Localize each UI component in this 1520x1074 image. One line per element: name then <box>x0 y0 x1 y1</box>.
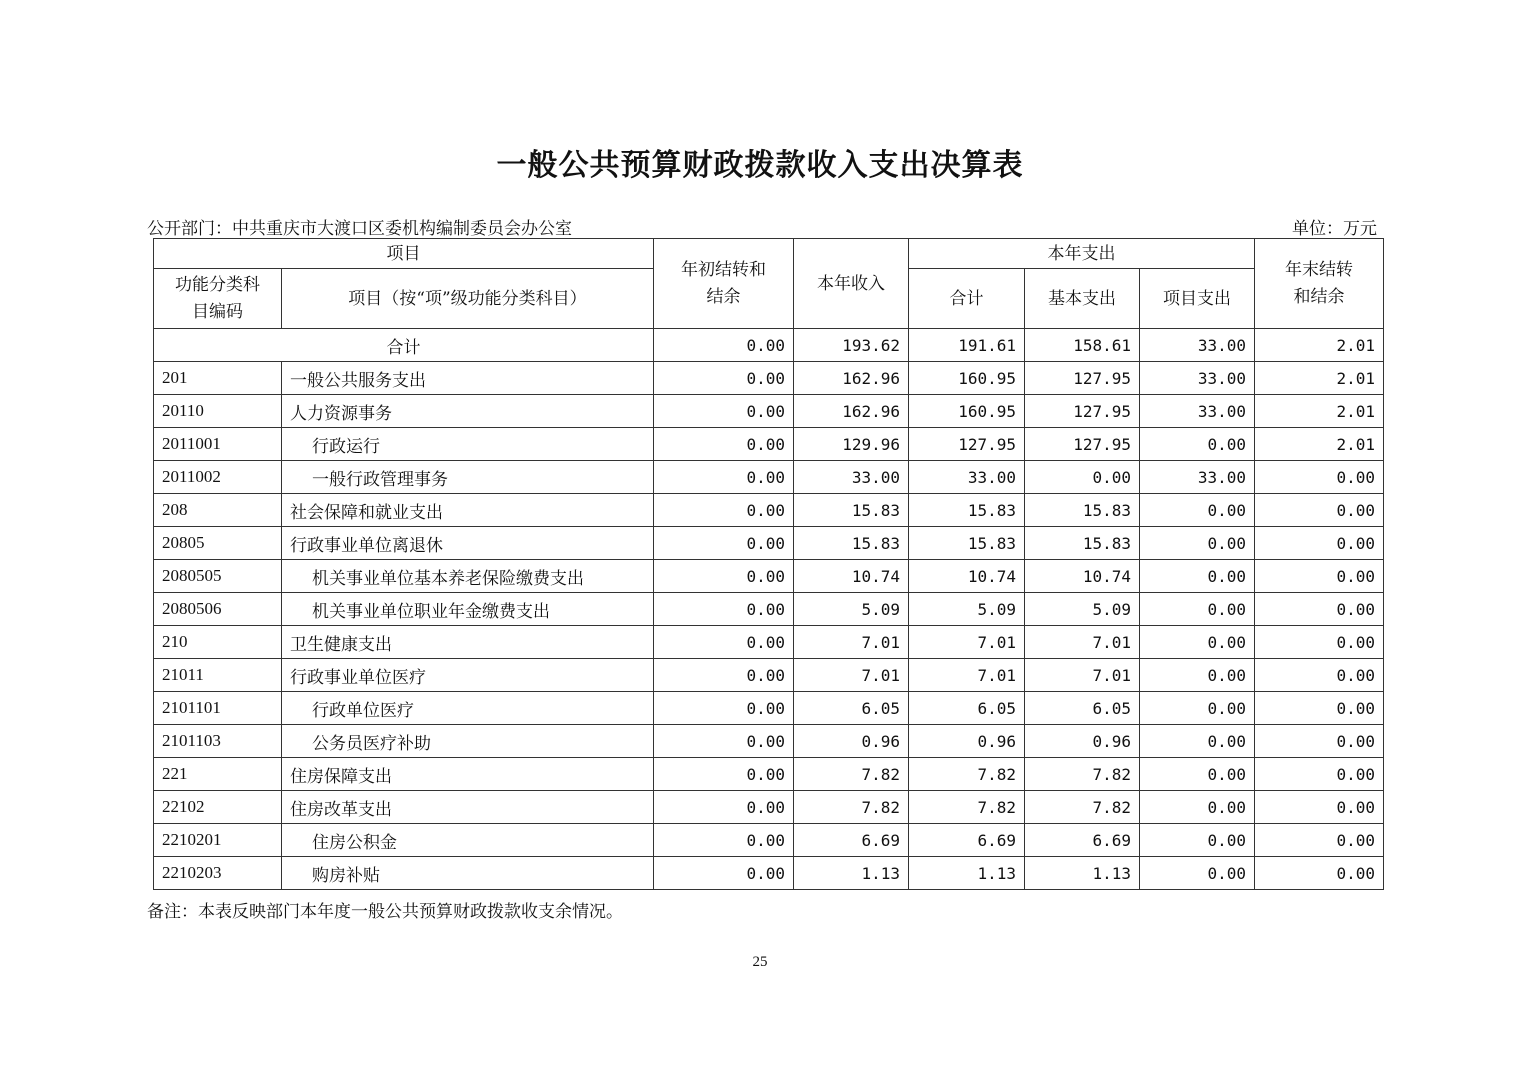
row-exp-project: 0.00 <box>1140 791 1255 824</box>
row-exp-basic: 10.74 <box>1025 560 1140 593</box>
row-code: 2210203 <box>154 857 282 890</box>
row-exp-total: 15.83 <box>909 527 1025 560</box>
total-exp-total: 191.61 <box>909 329 1025 362</box>
row-name: 行政事业单位离退休 <box>282 527 654 560</box>
row-closing-balance: 2.01 <box>1255 362 1384 395</box>
row-code: 2080506 <box>154 593 282 626</box>
table-row <box>154 725 1384 758</box>
row-code: 2080505 <box>154 560 282 593</box>
row-exp-project: 0.00 <box>1140 593 1255 626</box>
row-exp-total: 6.05 <box>909 692 1025 725</box>
row-opening-balance: 0.00 <box>654 659 794 692</box>
row-exp-total: 5.09 <box>909 593 1025 626</box>
table-row <box>154 560 1384 593</box>
row-exp-total: 33.00 <box>909 461 1025 494</box>
row-name: 住房保障支出 <box>282 758 654 791</box>
row-exp-project: 0.00 <box>1140 758 1255 791</box>
row-exp-total: 7.82 <box>909 758 1025 791</box>
row-name: 一般行政管理事务 <box>282 461 654 494</box>
row-exp-total: 6.69 <box>909 824 1025 857</box>
table-row <box>154 494 1384 527</box>
row-opening-balance: 0.00 <box>654 395 794 428</box>
table-body <box>154 329 1384 890</box>
footnote: 备注：本表反映部门本年度一般公共预算财政拨款收支余情况。 <box>147 902 623 922</box>
table-row <box>154 527 1384 560</box>
table-row <box>154 659 1384 692</box>
row-opening-balance: 0.00 <box>654 461 794 494</box>
row-code: 20110 <box>154 395 282 428</box>
row-exp-project: 33.00 <box>1140 395 1255 428</box>
row-income: 10.74 <box>794 560 909 593</box>
row-income: 15.83 <box>794 494 909 527</box>
row-closing-balance: 0.00 <box>1255 791 1384 824</box>
table-row <box>154 593 1384 626</box>
header-opening-balance: 年初结转和结余 <box>654 239 794 329</box>
row-income: 5.09 <box>794 593 909 626</box>
table-row <box>154 626 1384 659</box>
row-opening-balance: 0.00 <box>654 362 794 395</box>
row-exp-total: 160.95 <box>909 395 1025 428</box>
table-row <box>154 692 1384 725</box>
row-income: 129.96 <box>794 428 909 461</box>
row-exp-basic: 5.09 <box>1025 593 1140 626</box>
header-income: 本年收入 <box>794 239 909 329</box>
row-income: 15.83 <box>794 527 909 560</box>
row-closing-balance: 0.00 <box>1255 494 1384 527</box>
row-income: 6.05 <box>794 692 909 725</box>
row-exp-project: 33.00 <box>1140 461 1255 494</box>
unit-label: 单位：万元 <box>1292 219 1377 239</box>
row-name: 住房改革支出 <box>282 791 654 824</box>
row-opening-balance: 0.00 <box>654 428 794 461</box>
row-exp-basic: 7.82 <box>1025 758 1140 791</box>
row-exp-basic: 15.83 <box>1025 494 1140 527</box>
row-closing-balance: 0.00 <box>1255 824 1384 857</box>
row-closing-balance: 0.00 <box>1255 560 1384 593</box>
table-row <box>154 461 1384 494</box>
row-opening-balance: 0.00 <box>654 692 794 725</box>
row-exp-basic: 0.96 <box>1025 725 1140 758</box>
row-exp-project: 0.00 <box>1140 659 1255 692</box>
total-closing-balance: 2.01 <box>1255 329 1384 362</box>
row-exp-basic: 15.83 <box>1025 527 1140 560</box>
row-opening-balance: 0.00 <box>654 626 794 659</box>
total-label: 合计 <box>154 329 654 362</box>
row-exp-total: 7.82 <box>909 791 1025 824</box>
row-name: 机关事业单位基本养老保险缴费支出 <box>282 560 654 593</box>
row-opening-balance: 0.00 <box>654 527 794 560</box>
table-row <box>154 857 1384 890</box>
row-code: 2210201 <box>154 824 282 857</box>
row-closing-balance: 0.00 <box>1255 593 1384 626</box>
row-closing-balance: 0.00 <box>1255 758 1384 791</box>
row-code: 2011002 <box>154 461 282 494</box>
row-closing-balance: 0.00 <box>1255 692 1384 725</box>
row-name: 行政事业单位医疗 <box>282 659 654 692</box>
row-code: 201 <box>154 362 282 395</box>
row-closing-balance: 0.00 <box>1255 626 1384 659</box>
row-closing-balance: 2.01 <box>1255 395 1384 428</box>
row-exp-total: 0.96 <box>909 725 1025 758</box>
row-income: 7.82 <box>794 791 909 824</box>
row-exp-project: 0.00 <box>1140 560 1255 593</box>
table-row <box>154 791 1384 824</box>
row-income: 7.01 <box>794 626 909 659</box>
row-exp-basic: 1.13 <box>1025 857 1140 890</box>
total-income: 193.62 <box>794 329 909 362</box>
header-exp-basic: 基本支出 <box>1025 269 1140 329</box>
row-exp-project: 33.00 <box>1140 362 1255 395</box>
row-name: 公务员医疗补助 <box>282 725 654 758</box>
table-row <box>154 824 1384 857</box>
row-code: 21011 <box>154 659 282 692</box>
header-expenditure: 本年支出 <box>909 239 1255 269</box>
row-income: 7.01 <box>794 659 909 692</box>
total-exp-basic: 158.61 <box>1025 329 1140 362</box>
header-project: 项目 <box>154 239 654 269</box>
row-income: 162.96 <box>794 395 909 428</box>
row-exp-total: 127.95 <box>909 428 1025 461</box>
row-opening-balance: 0.00 <box>654 857 794 890</box>
total-exp-project: 33.00 <box>1140 329 1255 362</box>
row-opening-balance: 0.00 <box>654 725 794 758</box>
row-name: 购房补贴 <box>282 857 654 890</box>
page-title: 一般公共预算财政拨款收入支出决算表 <box>496 148 1024 183</box>
row-code: 221 <box>154 758 282 791</box>
row-code: 20805 <box>154 527 282 560</box>
row-exp-project: 0.00 <box>1140 494 1255 527</box>
row-exp-basic: 7.01 <box>1025 659 1140 692</box>
row-exp-basic: 127.95 <box>1025 428 1140 461</box>
row-name: 卫生健康支出 <box>282 626 654 659</box>
row-exp-total: 7.01 <box>909 659 1025 692</box>
row-exp-total: 160.95 <box>909 362 1025 395</box>
row-exp-basic: 6.05 <box>1025 692 1140 725</box>
row-opening-balance: 0.00 <box>654 824 794 857</box>
row-opening-balance: 0.00 <box>654 758 794 791</box>
row-exp-total: 10.74 <box>909 560 1025 593</box>
header-exp-project: 项目支出 <box>1140 269 1255 329</box>
row-code: 2101101 <box>154 692 282 725</box>
table-row <box>154 428 1384 461</box>
row-name: 社会保障和就业支出 <box>282 494 654 527</box>
row-exp-total: 7.01 <box>909 626 1025 659</box>
row-code: 2101103 <box>154 725 282 758</box>
row-name: 住房公积金 <box>282 824 654 857</box>
row-name: 机关事业单位职业年金缴费支出 <box>282 593 654 626</box>
page-number: 25 <box>752 954 768 970</box>
row-closing-balance: 0.00 <box>1255 857 1384 890</box>
row-opening-balance: 0.00 <box>654 593 794 626</box>
row-income: 7.82 <box>794 758 909 791</box>
row-name: 一般公共服务支出 <box>282 362 654 395</box>
row-exp-total: 1.13 <box>909 857 1025 890</box>
row-name: 行政运行 <box>282 428 654 461</box>
row-closing-balance: 0.00 <box>1255 659 1384 692</box>
row-exp-project: 0.00 <box>1140 428 1255 461</box>
row-name: 行政单位医疗 <box>282 692 654 725</box>
row-code: 22102 <box>154 791 282 824</box>
row-closing-balance: 0.00 <box>1255 461 1384 494</box>
row-income: 162.96 <box>794 362 909 395</box>
header-exp-total: 合计 <box>909 269 1025 329</box>
row-name: 人力资源事务 <box>282 395 654 428</box>
row-opening-balance: 0.00 <box>654 560 794 593</box>
total-opening-balance: 0.00 <box>654 329 794 362</box>
row-code: 208 <box>154 494 282 527</box>
table-header <box>154 239 1384 329</box>
table-row <box>154 362 1384 395</box>
row-income: 1.13 <box>794 857 909 890</box>
table-row <box>154 758 1384 791</box>
row-exp-basic: 0.00 <box>1025 461 1140 494</box>
department-label: 公开部门：中共重庆市大渡口区委机构编制委员会办公室 <box>147 219 572 239</box>
row-income: 6.69 <box>794 824 909 857</box>
row-exp-total: 15.83 <box>909 494 1025 527</box>
row-exp-basic: 6.69 <box>1025 824 1140 857</box>
row-exp-project: 0.00 <box>1140 527 1255 560</box>
row-opening-balance: 0.00 <box>654 791 794 824</box>
budget-table <box>153 238 1384 890</box>
row-opening-balance: 0.00 <box>654 494 794 527</box>
row-closing-balance: 0.00 <box>1255 725 1384 758</box>
row-exp-project: 0.00 <box>1140 725 1255 758</box>
row-exp-basic: 127.95 <box>1025 362 1140 395</box>
header-name: 项目（按“项”级功能分类科目） <box>282 269 654 329</box>
row-exp-basic: 7.01 <box>1025 626 1140 659</box>
row-exp-project: 0.00 <box>1140 692 1255 725</box>
row-income: 33.00 <box>794 461 909 494</box>
header-code: 功能分类科目编码 <box>154 269 282 329</box>
row-closing-balance: 2.01 <box>1255 428 1384 461</box>
row-exp-basic: 7.82 <box>1025 791 1140 824</box>
row-code: 210 <box>154 626 282 659</box>
row-income: 0.96 <box>794 725 909 758</box>
row-exp-project: 0.00 <box>1140 626 1255 659</box>
row-closing-balance: 0.00 <box>1255 527 1384 560</box>
row-exp-project: 0.00 <box>1140 857 1255 890</box>
row-exp-project: 0.00 <box>1140 824 1255 857</box>
row-exp-basic: 127.95 <box>1025 395 1140 428</box>
total-row <box>154 329 1384 362</box>
table-row <box>154 395 1384 428</box>
header-closing-balance: 年末结转和结余 <box>1255 239 1384 329</box>
row-code: 2011001 <box>154 428 282 461</box>
